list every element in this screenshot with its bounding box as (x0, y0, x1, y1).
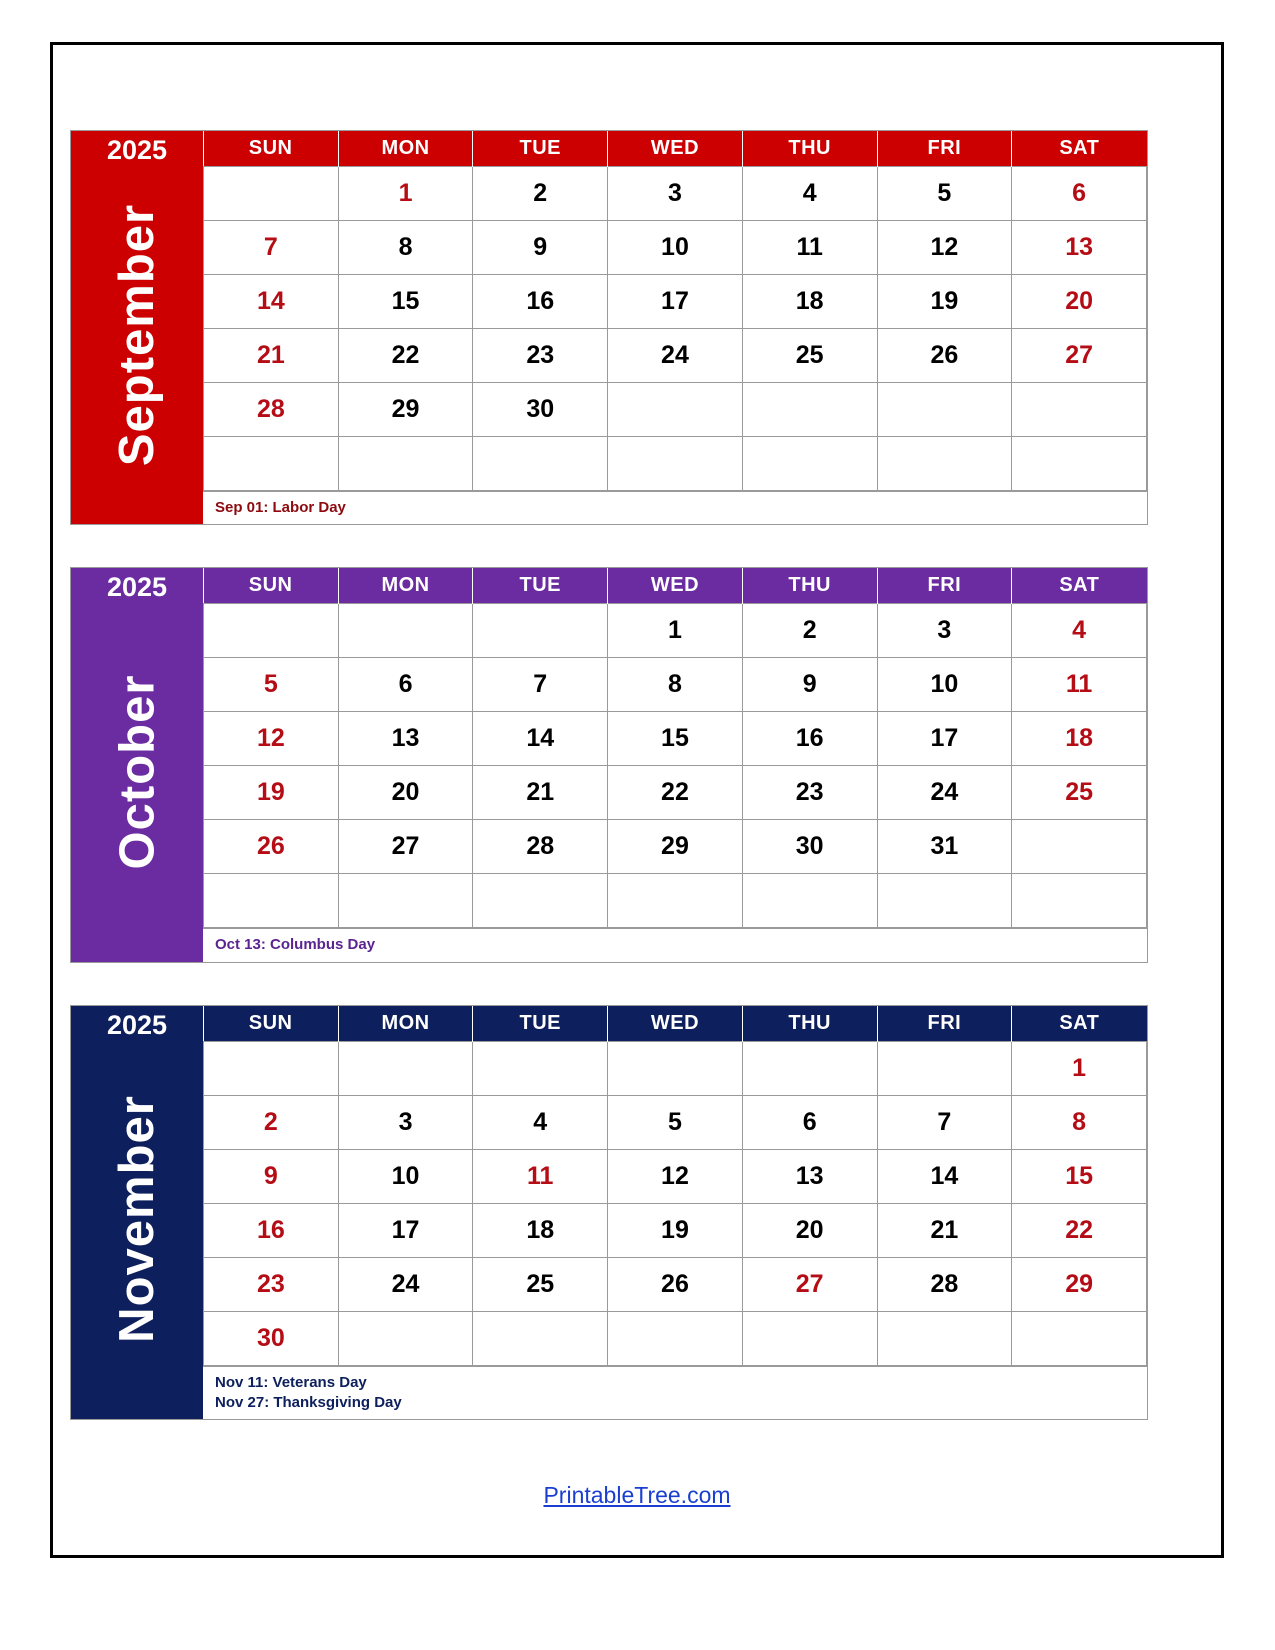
day-cell[interactable]: 22 (608, 766, 743, 820)
month-block-september (70, 130, 1148, 525)
month-name-text: October (110, 674, 164, 870)
day-cell[interactable]: 6 (1012, 167, 1147, 221)
weekday-header: SUN (204, 568, 339, 604)
day-cell-empty (742, 1311, 877, 1365)
week-row (204, 658, 1147, 712)
day-cell[interactable]: 3 (608, 167, 743, 221)
weekday-header: FRI (877, 131, 1012, 167)
day-cell[interactable]: 5 (204, 658, 339, 712)
week-row (204, 329, 1147, 383)
day-cell[interactable]: 5 (877, 167, 1012, 221)
year-label: 2025 (106, 572, 168, 603)
day-cell[interactable]: 24 (608, 329, 743, 383)
day-cell-empty (1012, 383, 1147, 437)
week-row (204, 1041, 1147, 1095)
day-cell[interactable]: 18 (1012, 712, 1147, 766)
day-cell[interactable]: 17 (608, 275, 743, 329)
day-cell-empty (338, 604, 473, 658)
day-cell-empty (204, 167, 339, 221)
day-cell[interactable]: 16 (742, 712, 877, 766)
day-cell-empty (338, 874, 473, 928)
day-cell-empty (338, 437, 473, 491)
day-cell[interactable]: 5 (608, 1095, 743, 1149)
day-cell[interactable]: 13 (1012, 221, 1147, 275)
day-cell-empty (473, 874, 608, 928)
day-cell[interactable]: 6 (742, 1095, 877, 1149)
day-cell[interactable]: 9 (473, 221, 608, 275)
day-cell-empty (338, 1311, 473, 1365)
weekday-header: MON (338, 1006, 473, 1042)
day-cell[interactable]: 8 (1012, 1095, 1147, 1149)
day-cell-empty (1012, 437, 1147, 491)
day-cell-empty (473, 604, 608, 658)
day-cell[interactable]: 27 (338, 820, 473, 874)
day-cell[interactable]: 7 (877, 1095, 1012, 1149)
week-row (204, 1257, 1147, 1311)
day-cell[interactable]: 9 (742, 658, 877, 712)
day-cell[interactable]: 27 (1012, 329, 1147, 383)
day-cell[interactable]: 27 (742, 1257, 877, 1311)
day-cell[interactable]: 23 (204, 1257, 339, 1311)
day-cell[interactable]: 11 (473, 1149, 608, 1203)
day-cell-empty (608, 437, 743, 491)
day-cell[interactable]: 3 (877, 604, 1012, 658)
day-cell[interactable]: 15 (608, 712, 743, 766)
holiday-note: Nov 11: Veterans Day (215, 1373, 367, 1391)
day-cell-empty (877, 437, 1012, 491)
day-cell[interactable]: 19 (204, 766, 339, 820)
day-cell[interactable]: 4 (1012, 604, 1147, 658)
day-cell[interactable]: 1 (1012, 1041, 1147, 1095)
month-inner (71, 568, 1147, 961)
week-row (204, 1095, 1147, 1149)
day-cell[interactable]: 24 (338, 1257, 473, 1311)
day-cell[interactable]: 22 (1012, 1203, 1147, 1257)
holiday-note: Oct 13: Columbus Day (215, 936, 376, 954)
day-cell[interactable]: 10 (877, 658, 1012, 712)
weekday-header: MON (338, 131, 473, 167)
day-cell-empty (338, 1041, 473, 1095)
holiday-note: Sep 01: Labor Day (215, 499, 346, 516)
day-cell[interactable]: 24 (877, 766, 1012, 820)
day-cell[interactable]: 26 (204, 820, 339, 874)
day-cell[interactable]: 17 (338, 1203, 473, 1257)
weekday-header: SAT (1012, 1006, 1147, 1042)
year-label: 2025 (106, 135, 168, 165)
day-cell[interactable]: 11 (1012, 658, 1147, 712)
weekday-header: SAT (1012, 131, 1147, 167)
day-cell[interactable]: 28 (877, 1257, 1012, 1311)
weekday-header-row (204, 1006, 1147, 1042)
day-cell[interactable]: 7 (204, 221, 339, 275)
month-inner (71, 1006, 1147, 1420)
calendar-table (203, 131, 1147, 491)
day-cell[interactable]: 16 (473, 275, 608, 329)
day-cell[interactable]: 14 (204, 275, 339, 329)
weekday-header: TUE (473, 568, 608, 604)
weekday-header: MON (338, 568, 473, 604)
month-name-vertical (71, 568, 203, 961)
day-cell[interactable]: 10 (608, 221, 743, 275)
day-cell-empty (742, 874, 877, 928)
day-cell-empty (204, 604, 339, 658)
day-cell[interactable]: 20 (742, 1203, 877, 1257)
day-cell[interactable]: 8 (338, 221, 473, 275)
day-cell-empty (877, 874, 1012, 928)
day-cell[interactable]: 28 (204, 383, 339, 437)
week-row (204, 820, 1147, 874)
day-cell-empty (473, 1311, 608, 1365)
month-grid (203, 568, 1147, 961)
day-cell[interactable]: 14 (877, 1149, 1012, 1203)
month-sidebar (71, 131, 203, 524)
day-cell[interactable]: 6 (338, 658, 473, 712)
weekday-header: TUE (473, 1006, 608, 1042)
weekday-header: WED (608, 568, 743, 604)
day-cell[interactable]: 20 (1012, 275, 1147, 329)
weekday-header: FRI (877, 1006, 1012, 1042)
day-cell[interactable]: 4 (742, 167, 877, 221)
day-cell-empty (742, 437, 877, 491)
week-row (204, 874, 1147, 928)
day-cell[interactable]: 15 (1012, 1149, 1147, 1203)
holiday-note: Nov 27: Thanksgiving Day (215, 1393, 402, 1411)
calendar-page (50, 42, 1224, 1558)
day-cell[interactable]: 19 (608, 1203, 743, 1257)
weekday-header: THU (742, 568, 877, 604)
month-block-october (70, 567, 1148, 962)
day-cell-empty (608, 383, 743, 437)
weekday-header: SAT (1012, 568, 1147, 604)
day-cell[interactable]: 23 (473, 329, 608, 383)
day-cell[interactable]: 12 (608, 1149, 743, 1203)
day-cell[interactable]: 29 (608, 820, 743, 874)
day-cell-empty (204, 1041, 339, 1095)
day-cell[interactable]: 8 (608, 658, 743, 712)
week-row (204, 766, 1147, 820)
day-cell[interactable]: 29 (1012, 1257, 1147, 1311)
week-row (204, 221, 1147, 275)
day-cell-empty (742, 1041, 877, 1095)
day-cell[interactable]: 11 (742, 221, 877, 275)
day-cell-empty (877, 383, 1012, 437)
week-row (204, 275, 1147, 329)
week-row (204, 1149, 1147, 1203)
day-cell-empty (1012, 1311, 1147, 1365)
day-cell[interactable]: 28 (473, 820, 608, 874)
month-sidebar (71, 1006, 203, 1420)
week-row (204, 437, 1147, 491)
day-cell[interactable]: 21 (473, 766, 608, 820)
weekday-header-row (204, 131, 1147, 167)
weekday-header: TUE (473, 131, 608, 167)
day-cell[interactable]: 9 (204, 1149, 339, 1203)
month-name-vertical (71, 131, 203, 524)
day-cell[interactable]: 26 (608, 1257, 743, 1311)
printabletree-link[interactable]: PrintableTree.com (543, 1482, 731, 1508)
calendar-table (203, 568, 1147, 928)
months-container (70, 130, 1148, 1462)
footer (53, 1482, 1221, 1509)
day-cell-empty (473, 1041, 608, 1095)
day-cell[interactable]: 29 (338, 383, 473, 437)
day-cell-empty (473, 437, 608, 491)
week-row (204, 1203, 1147, 1257)
day-cell[interactable]: 12 (204, 712, 339, 766)
week-row (204, 604, 1147, 658)
day-cell[interactable]: 25 (742, 329, 877, 383)
weekday-header: WED (608, 1006, 743, 1042)
day-cell[interactable]: 13 (338, 712, 473, 766)
day-cell-empty (608, 874, 743, 928)
day-cell[interactable]: 25 (1012, 766, 1147, 820)
week-row (204, 167, 1147, 221)
holiday-notes (203, 491, 1147, 524)
weekday-header: THU (742, 131, 877, 167)
day-cell[interactable]: 16 (204, 1203, 339, 1257)
weekday-header: WED (608, 131, 743, 167)
holiday-notes (203, 928, 1147, 961)
day-cell[interactable]: 10 (338, 1149, 473, 1203)
day-cell[interactable]: 21 (204, 329, 339, 383)
day-cell[interactable]: 23 (742, 766, 877, 820)
day-cell[interactable]: 31 (877, 820, 1012, 874)
month-block-november (70, 1005, 1148, 1421)
month-name-text: November (110, 1095, 165, 1344)
day-cell-empty (1012, 820, 1147, 874)
holiday-notes (203, 1366, 1147, 1420)
day-cell[interactable]: 22 (338, 329, 473, 383)
week-row (204, 712, 1147, 766)
day-cell[interactable]: 25 (473, 1257, 608, 1311)
day-cell[interactable]: 2 (473, 167, 608, 221)
day-cell-empty (877, 1041, 1012, 1095)
weekday-header: FRI (877, 568, 1012, 604)
day-cell[interactable]: 21 (877, 1203, 1012, 1257)
day-cell[interactable]: 2 (742, 604, 877, 658)
day-cell[interactable]: 19 (877, 275, 1012, 329)
month-grid (203, 1006, 1147, 1420)
day-cell-empty (204, 874, 339, 928)
day-cell[interactable]: 17 (877, 712, 1012, 766)
weekday-header: SUN (204, 1006, 339, 1042)
day-cell-empty (1012, 874, 1147, 928)
month-name-vertical (71, 1006, 203, 1420)
year-label: 2025 (106, 1009, 168, 1040)
day-cell[interactable]: 18 (742, 275, 877, 329)
day-cell[interactable]: 2 (204, 1095, 339, 1149)
day-cell[interactable]: 30 (473, 383, 608, 437)
weekday-header: THU (742, 1006, 877, 1042)
day-cell[interactable]: 1 (608, 604, 743, 658)
day-cell[interactable]: 13 (742, 1149, 877, 1203)
day-cell-empty (877, 1311, 1012, 1365)
day-cell[interactable]: 18 (473, 1203, 608, 1257)
day-cell[interactable]: 26 (877, 329, 1012, 383)
day-cell[interactable]: 7 (473, 658, 608, 712)
day-cell-empty (608, 1041, 743, 1095)
weekday-header-row (204, 568, 1147, 604)
week-row (204, 1311, 1147, 1365)
day-cell-empty (608, 1311, 743, 1365)
day-cell[interactable]: 15 (338, 275, 473, 329)
weekday-header: SUN (204, 131, 339, 167)
day-cell[interactable]: 30 (742, 820, 877, 874)
day-cell[interactable]: 3 (338, 1095, 473, 1149)
day-cell[interactable]: 4 (473, 1095, 608, 1149)
day-cell[interactable]: 20 (338, 766, 473, 820)
day-cell-empty (742, 383, 877, 437)
day-cell-empty (204, 437, 339, 491)
day-cell[interactable]: 12 (877, 221, 1012, 275)
month-inner (71, 131, 1147, 524)
day-cell[interactable]: 14 (473, 712, 608, 766)
month-sidebar (71, 568, 203, 961)
calendar-table (203, 1006, 1147, 1366)
week-row (204, 383, 1147, 437)
month-grid (203, 131, 1147, 524)
day-cell[interactable]: 1 (338, 167, 473, 221)
month-name-text: September (110, 203, 165, 466)
day-cell[interactable]: 30 (204, 1311, 339, 1365)
